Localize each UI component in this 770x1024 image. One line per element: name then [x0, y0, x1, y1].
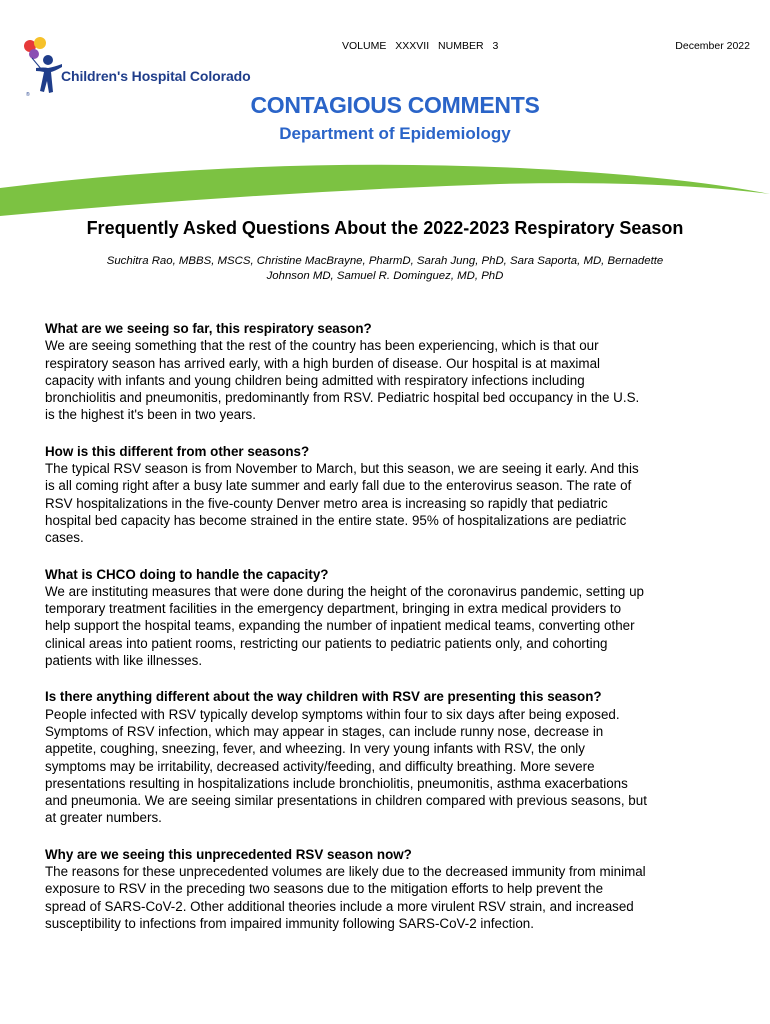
faq-answer-line: help support the hospital teams, expanding the number of inpatient medical teams, converting other — [45, 618, 635, 634]
issue-date: December 2022 — [675, 40, 750, 52]
faq-section — [45, 688, 735, 826]
number-label: NUMBER — [438, 40, 484, 52]
faq-answer-line: and pneumonia. We are seeing similar presentations in children compared with previous seasons, but — [45, 793, 647, 809]
faq-answer-line: at greater numbers. — [45, 810, 162, 826]
faq-body — [45, 320, 735, 951]
hospital-logo — [20, 34, 260, 100]
faq-section — [45, 566, 735, 670]
faq-section — [45, 320, 735, 424]
article-authors — [60, 254, 710, 284]
logo-wordmark: Children's Hospital Colorado — [61, 68, 251, 84]
faq-question: What is CHCO doing to handle the capacity? — [45, 566, 329, 582]
faq-question: Is there anything different about the way children with RSV are presenting this season? — [45, 689, 602, 705]
faq-answer — [45, 337, 735, 423]
issue-number: 3 — [492, 40, 499, 52]
faq-answer-line: bronchiolitis and pneumonitis, predominantly from RSV. Pediatric hospital bed occupancy in the U.S. — [45, 390, 640, 406]
faq-answer-line: Symptoms of RSV infection, which may appear in stages, can include runny nose, decrease in — [45, 723, 604, 739]
authors-line: Johnson MD, Samuel R. Dominguez, MD, PhD — [266, 270, 504, 282]
faq-question: How is this different from other seasons? — [45, 443, 310, 459]
svg-text:®: ® — [26, 92, 30, 98]
faq-question: Why are we seeing this unprecedented RSV season now? — [45, 846, 412, 862]
article-title: Frequently Asked Questions About the 2022-2023 Respiratory Season — [86, 218, 684, 238]
faq-answer-line: exposure to RSV in the preceding two seasons due to the mitigation efforts to help prevent the — [45, 881, 604, 897]
authors-line: Suchitra Rao, MBBS, MSCS, Christine MacBrayne, PharmD, Sarah Jung, PhD, Sara Saporta, MD, Bernadette — [106, 255, 664, 267]
faq-answer-line: The reasons for these unprecedented volumes are likely due to the decreased immunity from minimal — [45, 864, 646, 880]
green-swoosh-divider — [0, 150, 770, 220]
faq-answer-line: temporary treatment facilities in the emergency department, bringing in extra medical providers to — [45, 601, 622, 617]
faq-answer-line: People infected with RSV typically develop symptoms within four to six days after being exposed. — [45, 706, 620, 722]
faq-answer — [45, 460, 735, 546]
faq-answer-line: We are instituting measures that were done during the height of the coronavirus pandemic, setting up — [45, 583, 644, 599]
faq-answer-line: symptoms may be irritability, decreased activity/feeding, and difficulty breathing. More severe — [45, 758, 595, 774]
faq-answer-line: is the highest it's been in two years. — [45, 407, 256, 423]
faq-answer-line: cases. — [45, 530, 84, 546]
faq-answer-line: We are seeing something that the rest of the country has been experiencing, which is that our — [45, 338, 599, 354]
faq-answer — [45, 583, 735, 669]
faq-answer-line: appetite, coughing, sneezing, fever, and wheezing. In very young infants with RSV, the only — [45, 741, 585, 757]
faq-answer-line: clinical areas into patient rooms, restricting our patients to pediatric patients only, and cohorting — [45, 635, 608, 651]
faq-answer-line: susceptibility to infections from impaired immunity following SARS-CoV-2 infection. — [45, 915, 534, 931]
faq-answer — [45, 863, 735, 932]
faq-answer-line: presentations resulting in hospitalizations include bronchiolitis, pneumonitis, asthma exacerbations — [45, 775, 628, 791]
volume-label: VOLUME — [342, 40, 387, 52]
faq-answer-line: patients with like illnesses. — [45, 653, 203, 669]
faq-answer-line: The typical RSV season is from November to March, but this season, we are seeing it early. And this — [45, 461, 639, 477]
faq-section — [45, 443, 735, 547]
masthead-subtitle: Department of Epidemiology — [279, 124, 511, 143]
faq-question: What are we seeing so far, this respiratory season? — [45, 321, 372, 336]
volume-info — [342, 40, 504, 52]
masthead-title: CONTAGIOUS COMMENTS — [250, 92, 540, 118]
faq-answer-line: respiratory season has arrived early, with a high burden of disease. Our hospital is at maximal — [45, 355, 600, 371]
faq-answer — [45, 706, 735, 827]
faq-answer-line: is all coming right after a busy late summer and early fall due to the enterovirus season. The rate of — [45, 478, 632, 494]
faq-answer-line: RSV hospitalizations in the five-county Denver metro area is increasing so rapidly that pediatric — [45, 495, 608, 511]
faq-answer-line: capacity with infants and young children being admitted with respiratory infections including — [45, 372, 585, 388]
faq-answer-line: spread of SARS-CoV-2. Other additional theories include a more virulent RSV strain, and increased — [45, 898, 634, 914]
child-balloons-logo-icon — [20, 34, 64, 100]
volume-number: XXXVII — [395, 40, 430, 52]
faq-answer-line: hospital bed capacity has become strained in the entire state. 95% of hospitalizations are pediatric — [45, 512, 627, 528]
faq-section — [45, 846, 735, 932]
